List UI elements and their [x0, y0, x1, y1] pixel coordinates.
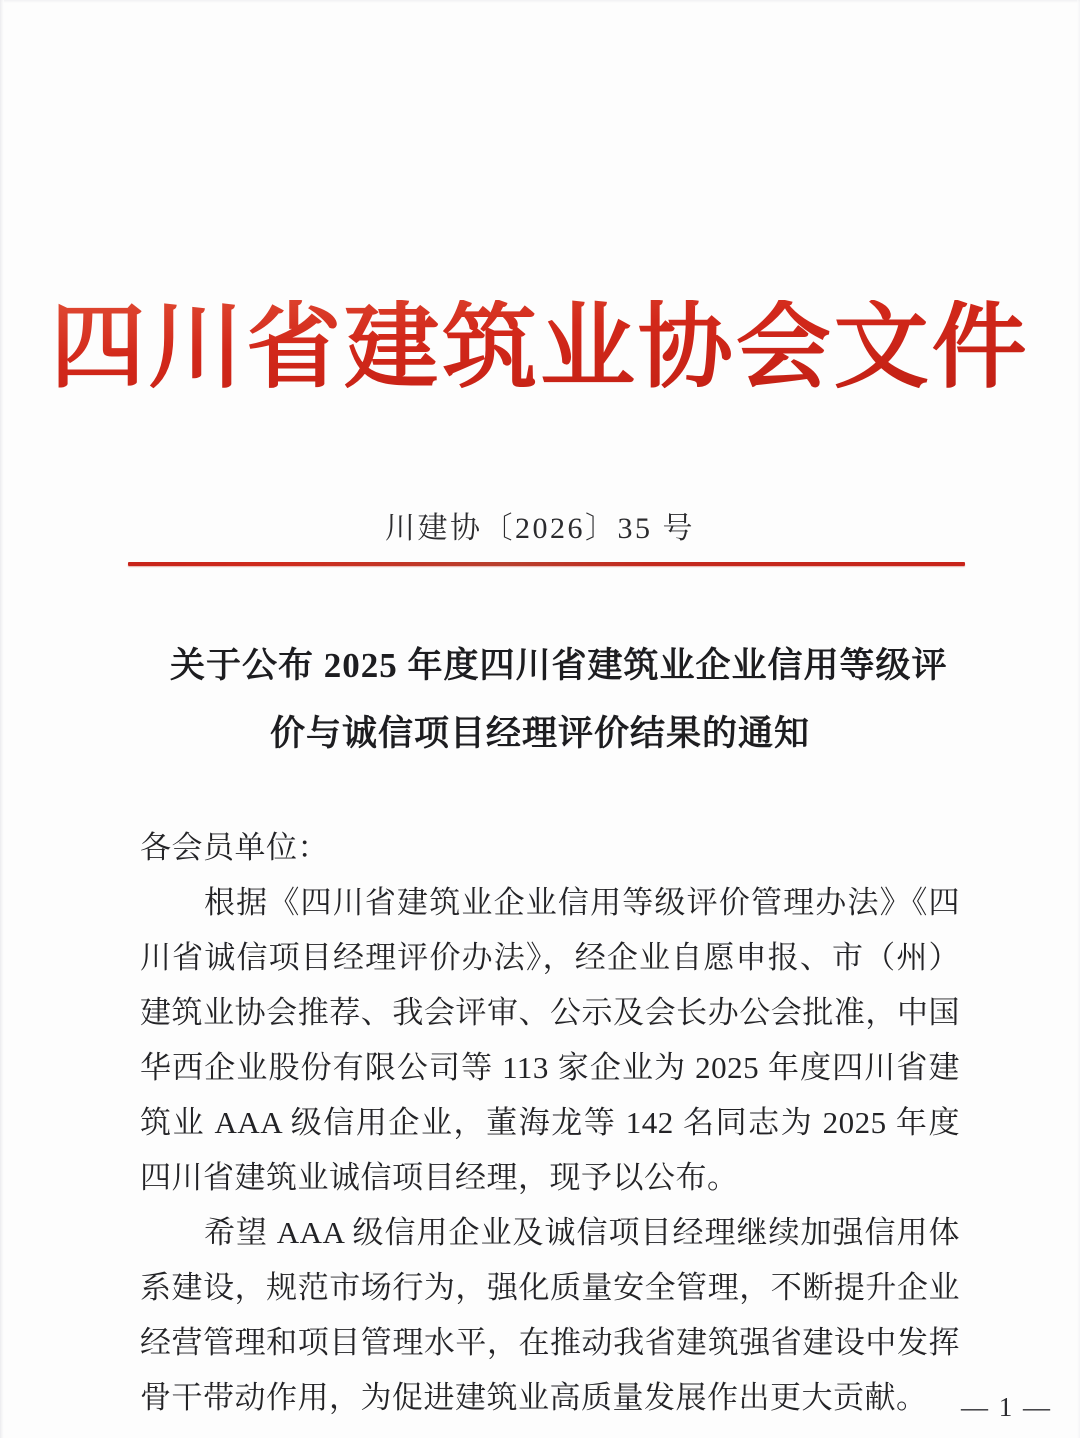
page-title: [170, 632, 948, 768]
scan-edge-top: [0, 0, 1080, 3]
scan-edge-left: [0, 0, 4, 1438]
document-body: [140, 820, 960, 1425]
masthead-red-rule: [128, 562, 965, 566]
body-paragraph-1: 根据《四川省建筑业企业信用等级评价管理办法》《四川省诚信项目经理评价办法》，经企业自愿申报、市（州）建筑业协会推荐、我会评审、公示及会长办公会批准，中国华西企业股份有限公司等 113 家企业为 2025 年度四川省建筑业 AAA 级信用企业，董海龙等 142 名同志为 2025 年度四川省建筑业诚信项目经理，现予以公布。: [140, 885, 960, 1195]
masthead: [0, 297, 1080, 400]
body-paragraph-2: 希望 AAA 级信用企业及诚信项目经理继续加强信用体系建设，规范市场行为，强化质量安全管理，不断提升企业经营管理和项目管理水平，在推动我省建筑强省建设中发挥骨干带动作用，为促进建筑业高质量发展作出更大贡献。: [140, 1215, 960, 1415]
document-number-row: [0, 503, 1080, 547]
masthead-title: 四川省建筑业协会文件: [50, 297, 1030, 400]
page-title-line-1: 关于公布 2025 年度四川省建筑业企业信用等级评: [170, 646, 948, 685]
page-number: — 1 —: [961, 1392, 1052, 1422]
salutation: 各会员单位：: [140, 830, 329, 865]
document-number: 川建协〔2026〕35 号: [385, 512, 695, 545]
page-title-line-2: 价与诚信项目经理评价结果的通知: [269, 714, 810, 753]
